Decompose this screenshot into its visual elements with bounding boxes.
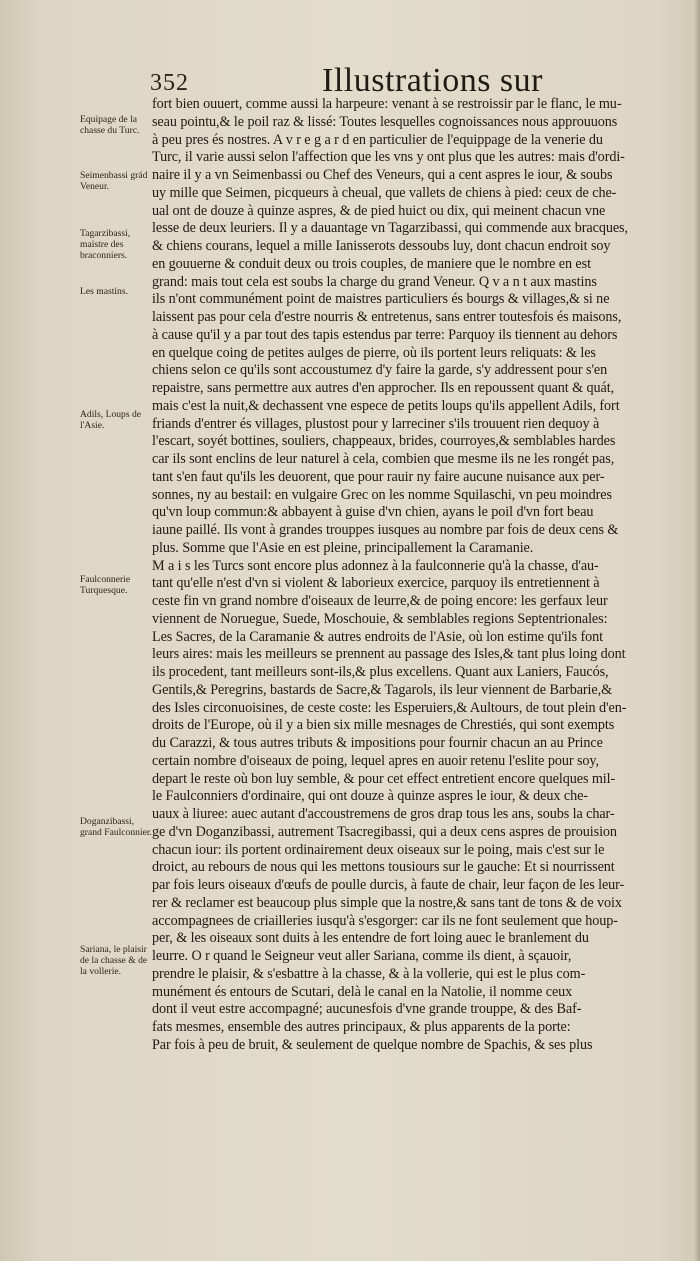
text-line: viennent de Noruegue, Suede, Moschouie, & semblables regions Septentrionales: — [152, 610, 608, 627]
text-line: Par fois à peu de bruit, & seulement de quelque nombre de Spachis, & ses plus — [152, 1036, 593, 1053]
text-line: par fois leurs oiseaux d'œufs de poulle durcis, à faute de chair, leur façon de les leur- — [152, 877, 625, 893]
text-line: per, & les oiseaux sont duits à les entendre de fort loing auec le branlement du — [152, 930, 589, 947]
text-line: en quelque coing de petites aulges de pierre, où ils portent leurs reliquats: & les — [152, 344, 596, 361]
text-line: grand: mais tout cela est soubs la charge du grand Veneur. Q v a n t aux mastins — [152, 273, 597, 290]
body-text — [152, 96, 700, 1055]
text-line: qu'vn loup commun:& abbayent à guise d'vn chien, ayans le poil d'vn fort beau — [152, 504, 594, 521]
text-line: ual ont de douze à quinze aspres, & de pied huict ou dix, qui meinent chacun vne — [152, 202, 606, 219]
margin-note: Sariana, le plaisir de la chasse & de la vollerie. — [80, 944, 148, 977]
margin-note: Doganzibassi, grand Faulconnier. — [80, 816, 152, 838]
margin-note: Faulconnerie Turquesque. — [80, 574, 131, 596]
text-line: leurs aires: mais les meilleurs se prennent au passage des Isles,& tant plus loing dont — [152, 646, 626, 663]
text-line: dont il veut estre accompagné; aucunesfois d'vne grande trouppe, & des Baf- — [152, 1001, 582, 1018]
text-line: tant qu'elle n'est d'vn si violent & laborieux exercice, parquoy ils entretiennent à — [152, 575, 600, 592]
text-line: chiens selon ce qu'ils sont accoustumez d'y faire la garde, s'y addressent pour s'en — [152, 362, 608, 379]
text-line: à cause qu'il y a par tout des tapis estendus par terre: Parquoy ils tiennent au dehors — [152, 326, 618, 343]
text-line: droits de l'Europe, où il y a bien six mille mesnages de Chrestiés, qui sont exempts — [152, 717, 615, 734]
text-line: tant s'en faut qu'ils les deuorent, que pour rauir ny faire aucune nuisance aux per- — [152, 468, 605, 485]
text-line: ge d'vn Doganzibassi, autrement Tsacregibassi, qui a deux cens aspres de prouision — [152, 823, 617, 840]
text-line: iaune paillé. Ils vont à grandes trouppes iusques au nombre par fois de deux cens & — [152, 522, 619, 538]
text-line: leurre. O r quand le Seigneur veut aller Sariana, comme ils dient, à sçauoir, — [152, 948, 572, 964]
text-line: prendre le plaisir, & s'esbattre à la chasse, & à la vollerie, qui est le plus com- — [152, 965, 586, 982]
margin-note: Equipage de la chasse du Turc. — [80, 114, 140, 136]
text-line: accompagnees de criailleries iusqu'à s'esgorger: car ils ne font seulement que houp- — [152, 912, 618, 929]
text-line: fats mesmes, ensemble des autres principaux, & plus apparents de la porte: — [152, 1019, 571, 1035]
text-line: munément és entours de Scutari, delà le canal en la Natolie, il nomme ceux — [152, 983, 573, 1000]
text-line: Les Sacres, de la Caramanie & autres endroits de l'Asie, où lon estime qu'ils font — [152, 628, 604, 645]
text-line: droict, au rebours de nous qui les mettons tousiours sur le gauche: Et si nourrissent — [152, 859, 615, 876]
text-line: plus. Somme que l'Asie en est pleine, principallement la Caramanie. — [152, 539, 534, 556]
text-line: rer & reclamer est beaucoup plus simple que la nostre,& sans tant de tons & de voix — [152, 894, 622, 911]
paper-edge — [694, 0, 700, 1261]
text-line: lesse de deux leuriers. Il y a dauantage vn Tagarzibassi, qui commende aux bracques, — [152, 220, 628, 237]
text-line: fort bien ouuert, comme aussi la harpeure: venant à se restroissir par le flanc, le mu- — [152, 96, 622, 112]
text-line: des Isles circonuoisines, de ceste coste: les Esperuiers,& Aultours, de tout plein d'en- — [152, 699, 627, 716]
text-line: friands d'entrer és villages, plustost pour y larreciner s'ils trouuent rien dequoy à — [152, 415, 600, 432]
text-line: sonnes, ny au bestail: en vulgaire Grec on les nomme Squilaschi, vn peu moindres — [152, 486, 612, 503]
page-number: 352 — [150, 70, 189, 96]
text-line: Turc, il varie aussi selon l'affection que les vns y ont plus que les autres: mais d'ordi- — [152, 149, 625, 166]
text-line: naire il y a vn Seimenbassi ou Chef des Veneurs, qui a cent aspres le iour, & soubs — [152, 167, 613, 183]
running-title: Illustrations sur — [322, 62, 543, 99]
text-line: M a i s les Turcs sont encore plus adonnez à la faulconnerie qu'à la chasse, d'au- — [152, 557, 599, 574]
margin-note: Adils, Loups de l'Asie. — [80, 409, 142, 431]
text-line: Gentils,& Peregrins, bastards de Sacre,& Tagarols, ils leur viennent de Barbarie,& — [152, 681, 613, 698]
text-line: du Carazzi, & tous autres tributs & impositions pour fournir chacun an au Prince — [152, 735, 603, 751]
text-line: repaistre, sans permettre aux autres d'en approcher. Ils en repoussent quant & quát, — [152, 380, 615, 396]
text-line: chacun iour: ils portent ordinairement deux oiseaux sur le poing, mais c'est sur le — [152, 841, 605, 858]
text-line: l'escart, soyét bottines, souliers, chappeaux, brides, courroyes,& semblables hardes — [152, 433, 616, 450]
text-line: ils n'ont communément point de maistres particuliers és bourgs & villages,& si ne — [152, 291, 610, 308]
text-line: ils procedent, tant meilleurs sont-ils,& plus excellens. Quant aux Laniers, Faucós, — [152, 664, 609, 680]
text-line: à peu pres és nostres. A v r e g a r d en particulier de l'equippage de la venerie du — [152, 131, 603, 148]
text-line: seau pointu,& le poil raz & lissé: Toutes lesquelles cognoissances nous approuuons — [152, 113, 618, 130]
text-line: en gouuerne & conduit deux ou trois couples, de maniere que le nombre en est — [152, 255, 591, 272]
text-line: car ils sont enclins de leur naturel à cela, combien que mesme ils ne les rongét pas, — [152, 451, 615, 467]
text-line: uaux à liuree: auec autant d'accoustremens de gros drap tous les ans, soubs la char- — [152, 806, 615, 822]
text-line: le Faulconniers d'ordinaire, qui ont douze à quinze aspres le iour, & deux che- — [152, 788, 588, 805]
margin-note: Les mastins. — [80, 286, 128, 297]
text-line: mais c'est la nuit,& dechassent vne espece de petits loups qu'ils appellent Adils, fort — [152, 397, 620, 414]
margin-note: Seimenbassi grád Veneur. — [80, 170, 148, 192]
text-line: laissent pas pour cela d'estre nourris & entretenus, sans entrer toutesfois és maisons, — [152, 309, 622, 325]
text-line: certain nombre d'oiseaux de poing, lequel apres en auoir retenu l'eslite pour soy, — [152, 752, 599, 769]
text-line: ceste fin vn grand nombre d'oiseaux de leurre,& de poing encore: les gerfaux leur — [152, 593, 608, 609]
text-line: & chiens courans, lequel a mille Ianisserots dessoubs luy, dont chacun endroit soy — [152, 238, 611, 254]
text-line: depart le reste où bon luy semble, & pour cet effect entretient encore quelques mil- — [152, 770, 616, 787]
text-line: uy mille que Seimen, picqueurs à cheual, que vallets de chiens à pied: ceux de che- — [152, 184, 617, 201]
margin-note: Tagarzibassi, maistre des braconniers. — [80, 228, 131, 261]
